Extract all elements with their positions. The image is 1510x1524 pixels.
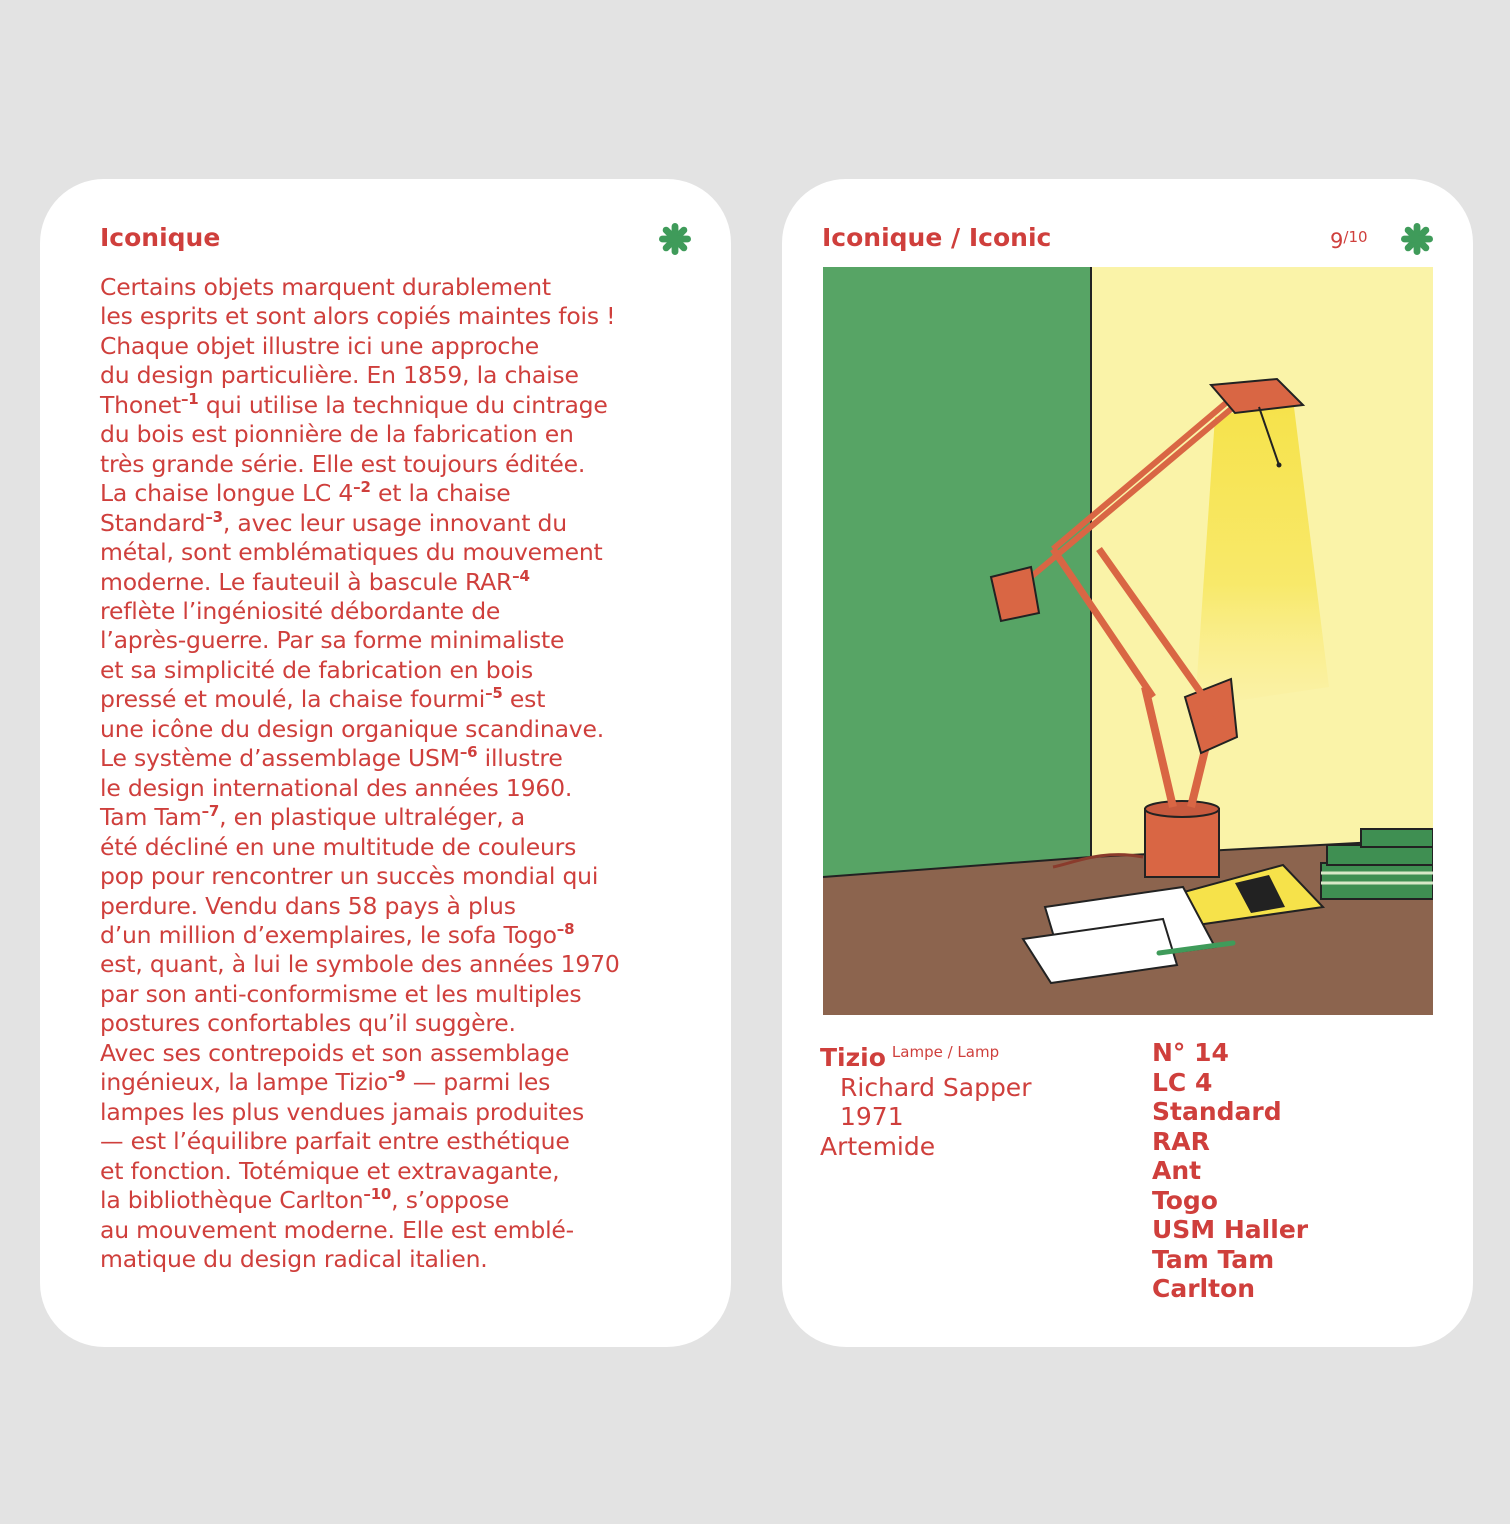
- left-card-title: Iconique: [100, 223, 221, 252]
- item-title-line: [820, 1038, 1031, 1073]
- body-line-text: et fonction. Totémique et extravagante,: [100, 1156, 560, 1185]
- card-number: [1330, 222, 1368, 256]
- item-year: 1971: [840, 1102, 904, 1131]
- item-type: Lampe / Lamp: [891, 1043, 1000, 1061]
- card-number-total-group: /10: [1343, 228, 1368, 246]
- body-line: [100, 450, 620, 479]
- list-item: Tam Tam: [1152, 1244, 1275, 1274]
- body-line: [100, 1157, 620, 1186]
- item-list: [1152, 1038, 1308, 1304]
- reference-number: –3: [205, 507, 223, 526]
- body-line-text: est, quant, à lui le symbole des années 1970: [100, 950, 620, 979]
- item-info: [820, 1038, 1031, 1161]
- tizio-lamp-illustration: [823, 267, 1433, 1015]
- body-line: [100, 302, 620, 331]
- body-line-text: moderne. Le fauteuil à bascule RAR: [100, 567, 513, 596]
- body-line-text: une icône du design organique scandinave.: [100, 714, 605, 743]
- reference-number: –4: [512, 566, 530, 585]
- reference-number: –7: [201, 802, 220, 821]
- body-line: [100, 1009, 620, 1038]
- body-line: [100, 1039, 620, 1068]
- body-line-text: Certains objets marquent durablement: [100, 273, 551, 301]
- body-line: [100, 1245, 620, 1274]
- body-line: [100, 273, 620, 302]
- body-line-text: illustre: [477, 744, 563, 773]
- body-line: [100, 479, 620, 508]
- asterisk-icon: [658, 222, 692, 256]
- body-line-text: Chaque objet illustre ici une approche: [100, 331, 540, 360]
- body-line-text: perdure. Vendu dans 58 pays à plus: [100, 891, 516, 920]
- card-number-current: 9: [1330, 229, 1344, 253]
- body-line-text: Tam Tam: [100, 803, 202, 832]
- body-line-text: ingénieux, la lampe Tizio: [100, 1068, 388, 1097]
- body-line-text: très grande série. Elle est toujours éditée.: [100, 449, 586, 478]
- reference-number: –8: [556, 920, 575, 939]
- reference-number: –9: [387, 1067, 406, 1086]
- body-line-text: été décliné en une multitude de couleurs: [100, 832, 577, 861]
- body-line: [100, 597, 620, 626]
- body-line: [100, 361, 620, 390]
- body-line-text: et la chaise: [370, 479, 511, 508]
- body-line: [100, 744, 620, 773]
- list-item: N° 14: [1152, 1038, 1229, 1067]
- body-line: [100, 950, 620, 979]
- reference-number: –10: [363, 1185, 392, 1204]
- body-line-text: et sa simplicité de fabrication en bois: [100, 655, 534, 684]
- body-line: [100, 921, 620, 950]
- right-card-title: Iconique / Iconic: [822, 223, 1052, 252]
- body-line-text: le design international des années 1960.: [100, 773, 573, 802]
- body-line-text: Le système d’assemblage USM: [100, 744, 460, 773]
- reference-number: –2: [353, 478, 371, 497]
- body-line-text: du design particulière. En 1859, la chaise: [100, 361, 579, 390]
- body-line-text: pop pour rencontrer un succès mondial qui: [100, 862, 599, 891]
- body-line-text: qui utilise la technique du cintrage: [198, 390, 608, 419]
- body-line: [100, 685, 620, 714]
- list-item: LC 4: [1152, 1067, 1213, 1097]
- body-line: [100, 1186, 620, 1215]
- item-manufacturer: Artemide: [820, 1131, 936, 1161]
- list-item: Ant: [1152, 1156, 1202, 1185]
- item-name: Tizio: [820, 1043, 886, 1072]
- asterisk-icon: [1400, 222, 1434, 256]
- body-line: [100, 833, 620, 862]
- body-line-text: reflète l’ingéniosité débordante de: [100, 596, 501, 625]
- body-line-text: par son anti-conformisme et les multiples: [100, 979, 582, 1008]
- card-number-total: 10: [1348, 228, 1368, 246]
- reference-number: –6: [459, 743, 478, 762]
- item-designer: Richard Sapper: [840, 1072, 1032, 1102]
- body-line-text: lampes les plus vendues jamais produites: [100, 1097, 585, 1126]
- body-line-text: — parmi les: [405, 1068, 551, 1097]
- body-line: [100, 1216, 620, 1245]
- body-line: [100, 1098, 620, 1127]
- body-line-text: La chaise longue LC 4: [100, 479, 354, 508]
- body-line-text: , avec leur usage innovant du: [222, 508, 567, 537]
- body-line: [100, 656, 620, 685]
- body-line: [100, 862, 620, 891]
- body-line: [100, 568, 620, 597]
- body-line: [100, 626, 620, 655]
- body-line: [100, 538, 620, 567]
- body-line-text: au mouvement moderne. Elle est emblé-: [100, 1215, 574, 1244]
- body-line-text: — est l’équilibre parfait entre esthétique: [100, 1127, 570, 1156]
- body-line: [100, 391, 620, 420]
- body-line-text: métal, sont emblématiques du mouvement: [100, 538, 603, 567]
- body-line: [100, 774, 620, 803]
- body-line-text: l’après-guerre. Par sa forme minimaliste: [100, 626, 565, 655]
- reference-number: –1: [181, 389, 199, 408]
- body-line-text: Thonet: [100, 390, 181, 419]
- list-item: USM Haller: [1152, 1215, 1309, 1244]
- body-line: [100, 980, 620, 1009]
- body-line: [100, 715, 620, 744]
- body-line: [100, 420, 620, 449]
- body-line-text: postures confortables qu’il suggère.: [100, 1009, 516, 1038]
- body-line: [100, 509, 620, 538]
- body-line: [100, 803, 620, 832]
- body-line-text: du bois est pionnière de la fabrication en: [100, 420, 574, 449]
- body-text: [100, 273, 620, 1274]
- body-line-text: matique du design radical italien.: [100, 1244, 488, 1273]
- body-line: [100, 1068, 620, 1097]
- body-line-text: les esprits et sont alors copiés maintes fois !: [100, 302, 616, 331]
- body-line-text: pressé et moulé, la chaise fourmi: [100, 685, 486, 714]
- list-item: Carlton: [1152, 1274, 1256, 1303]
- body-line-text: la bibliothèque Carlton: [100, 1186, 364, 1215]
- list-item: Togo: [1152, 1185, 1218, 1215]
- body-line: [100, 1127, 620, 1156]
- reference-number: –5: [485, 684, 503, 703]
- body-line-text: Standard: [100, 508, 206, 537]
- body-line-text: , en plastique ultraléger, a: [219, 803, 525, 832]
- list-item: RAR: [1152, 1126, 1210, 1156]
- list-item: Standard: [1152, 1097, 1282, 1126]
- body-line-text: Avec ses contrepoids et son assemblage: [100, 1038, 570, 1067]
- body-line-text: d’un million d’exemplaires, le sofa Togo: [100, 920, 557, 949]
- body-line-text: est: [502, 685, 546, 714]
- body-line: [100, 332, 620, 361]
- body-line: [100, 892, 620, 921]
- body-line-text: , s’oppose: [391, 1186, 510, 1215]
